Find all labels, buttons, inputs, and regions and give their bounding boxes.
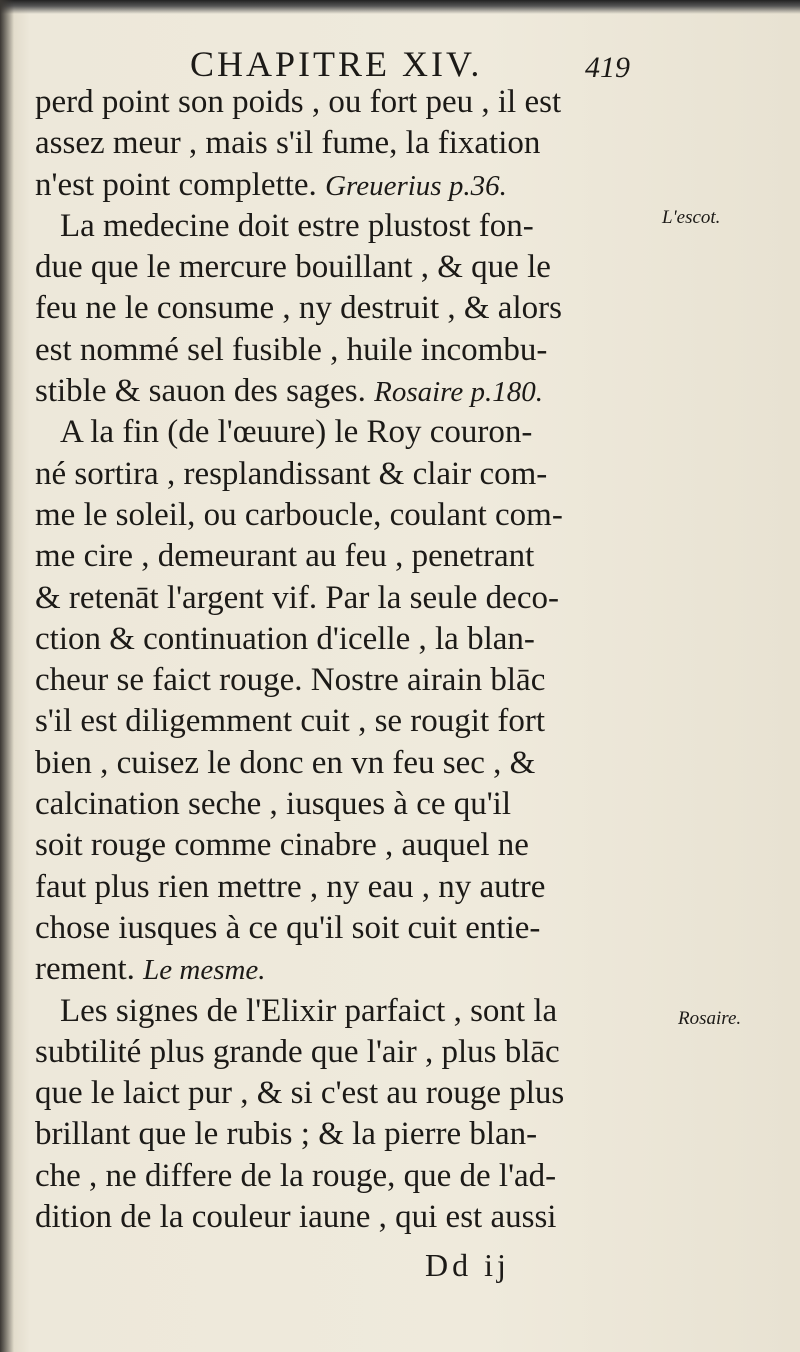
line-text: A la fin (de l'œuure) le Roy couron- xyxy=(60,414,533,451)
line-text: est nommé sel fusible , huile incombu- xyxy=(35,331,548,368)
line-text: La medecine doit estre plustost fon- xyxy=(60,207,534,244)
text-line xyxy=(35,371,655,412)
text-line xyxy=(35,206,655,247)
line-text: bien , cuisez le donc en vn feu sec , & xyxy=(35,744,536,781)
citation: Greuerius p.36. xyxy=(325,169,507,202)
text-line xyxy=(35,784,655,825)
scan-gutter-shadow xyxy=(0,0,14,1352)
text-line xyxy=(35,247,655,288)
text-line xyxy=(35,82,655,123)
text-line xyxy=(35,991,655,1032)
line-text: dition de la couleur iaune , qui est aussi xyxy=(35,1199,557,1236)
text-line xyxy=(35,330,655,371)
line-text: perd point son poids , ou fort peu , il est xyxy=(35,84,562,120)
line-text: subtilité plus grande que l'air , plus blāc xyxy=(35,1033,560,1070)
line-text: rement. xyxy=(35,951,144,988)
line-text: che , ne differe de la rouge, que de l'ad- xyxy=(35,1157,557,1194)
page-number: 419 xyxy=(585,51,630,84)
text-line xyxy=(35,288,655,329)
text-line xyxy=(35,165,655,206)
line-text: né sortira , resplandissant & clair com- xyxy=(35,455,548,492)
signature-mark: Dd ij xyxy=(425,1247,510,1283)
citation: Le mesme. xyxy=(143,954,266,987)
scan-top-edge xyxy=(0,0,800,14)
line-text: feu ne le consume , ny destruit , & alors xyxy=(35,290,562,327)
text-line xyxy=(35,1073,655,1114)
line-text: chose iusques à ce qu'il soit cuit entie- xyxy=(35,909,541,946)
text-line xyxy=(35,495,655,536)
text-line xyxy=(35,412,655,453)
line-text: calcination seche , iusques à ce qu'il xyxy=(35,786,512,823)
line-text: due que le mercure bouillant , & que le xyxy=(35,249,551,286)
line-text: que le laict pur , & si c'est au rouge plus xyxy=(35,1075,565,1112)
text-line xyxy=(35,536,655,577)
line-text: ction & continuation d'icelle , la blan- xyxy=(35,620,535,657)
line-text: faut plus rien mettre , ny eau , ny autre xyxy=(35,868,546,905)
line-text: cheur se faict rouge. Nostre airain blāc xyxy=(35,662,546,699)
line-text: me cire , demeurant au feu , penetrant xyxy=(35,538,535,575)
line-text: brillant que le rubis ; & la pierre blan- xyxy=(35,1116,538,1153)
text-block xyxy=(35,82,655,1238)
text-line xyxy=(35,619,655,660)
text-line xyxy=(35,743,655,784)
line-text: n'est point complette. xyxy=(35,166,326,203)
line-text: assez meur , mais s'il fume, la fixation xyxy=(35,125,541,162)
text-line xyxy=(35,1114,655,1155)
margin-note-escot: L'escot. xyxy=(662,207,721,228)
margin-note-rosaire: Rosaire. xyxy=(678,1008,742,1029)
text-line xyxy=(35,908,655,949)
line-text: & retenāt l'argent vif. Par la seule deco- xyxy=(35,579,559,616)
text-line xyxy=(35,1197,655,1238)
text-line xyxy=(35,454,655,495)
line-text: me le soleil, ou carboucle, coulant com- xyxy=(35,496,563,533)
text-line xyxy=(35,123,655,164)
line-text: s'il est diligemment cuit , se rougit fort xyxy=(35,703,546,740)
running-head: CHAPITRE XIV. xyxy=(190,44,483,84)
text-line xyxy=(35,1156,655,1197)
text-line xyxy=(35,825,655,866)
line-text: soit rouge comme cinabre , auquel ne xyxy=(35,827,529,864)
text-line xyxy=(35,1032,655,1073)
text-line xyxy=(35,949,655,990)
text-line xyxy=(35,867,655,908)
line-text: Les signes de l'Elixir parfaict , sont la xyxy=(60,992,558,1029)
text-line xyxy=(35,660,655,701)
line-text: stible & sauon des sages. xyxy=(35,373,375,410)
text-line xyxy=(35,701,655,742)
citation: Rosaire p.180. xyxy=(374,376,544,409)
text-line xyxy=(35,578,655,619)
